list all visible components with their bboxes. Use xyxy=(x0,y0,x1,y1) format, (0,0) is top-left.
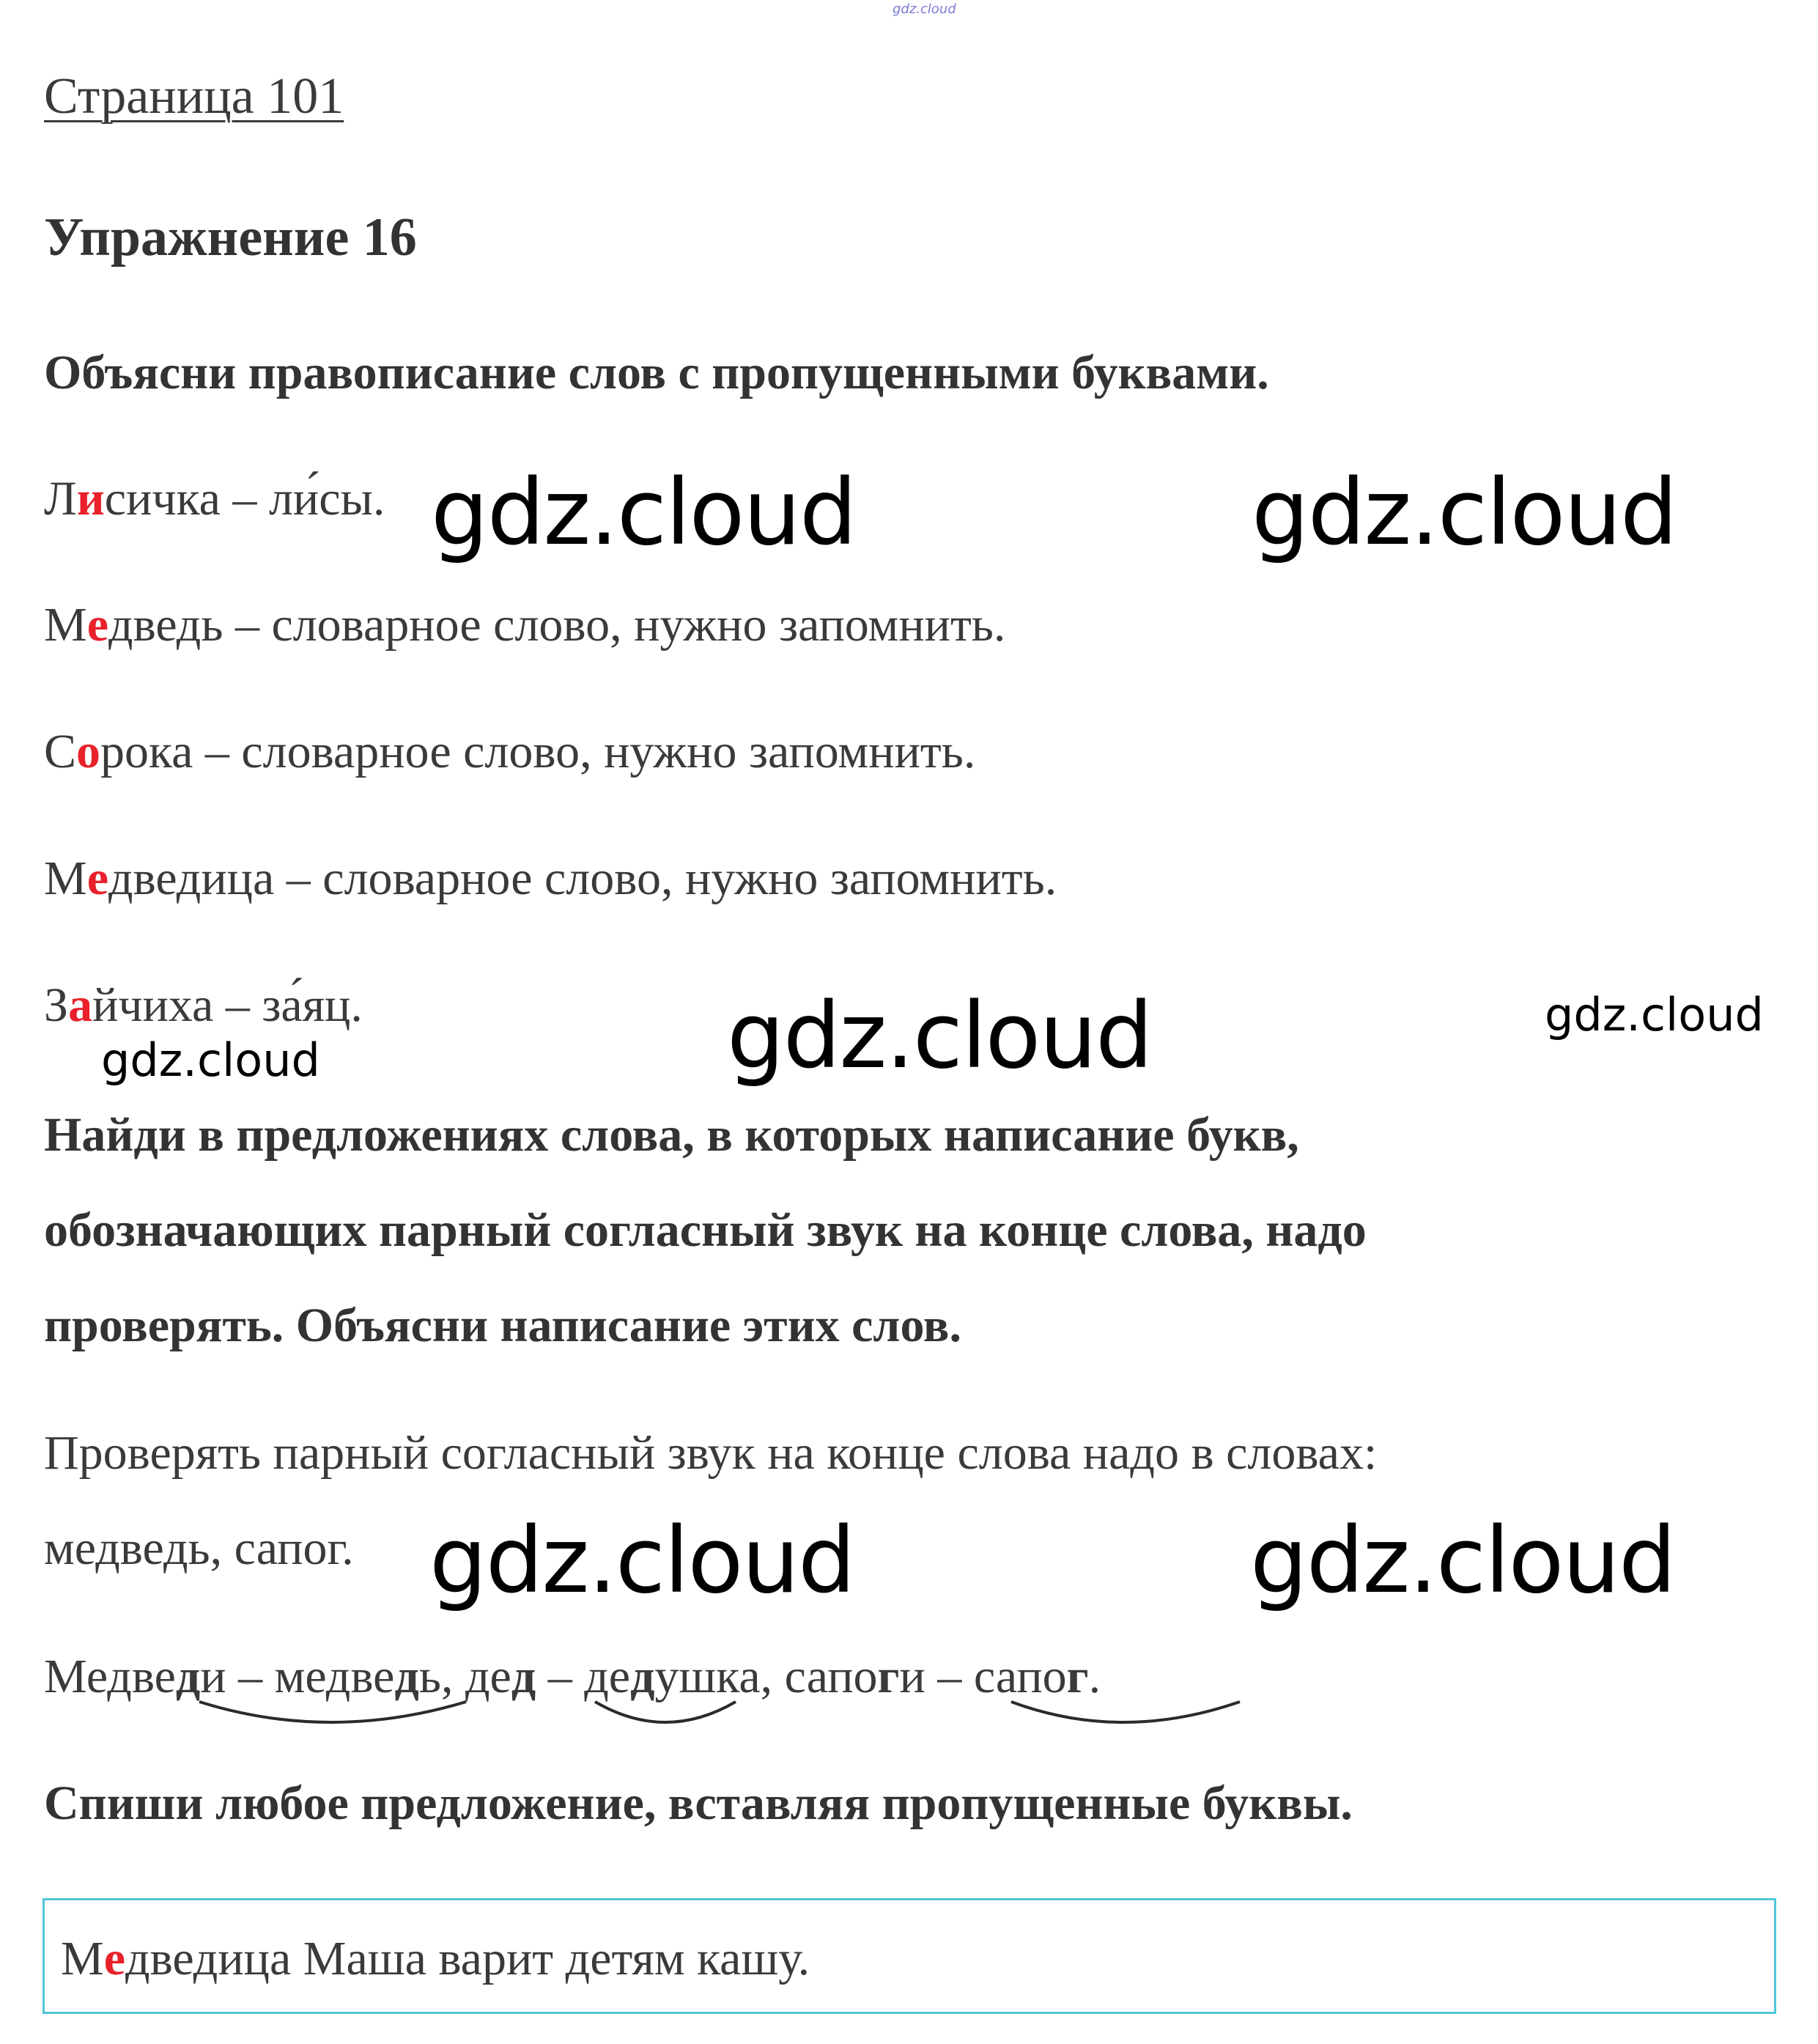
word-prefix: С xyxy=(44,725,77,778)
checked-letter: д xyxy=(630,1650,655,1703)
word-rest: дведь – словарное слово, нужно запомнить. xyxy=(108,598,1006,652)
word-rest: дведица Маша варит детям кашу. xyxy=(125,1932,810,1985)
word-prefix: М xyxy=(44,598,87,652)
checked-letter: д xyxy=(175,1650,201,1703)
check-arc-2 xyxy=(595,1702,736,1722)
word-prefix: Л xyxy=(44,472,77,525)
page-title: Страница 101 xyxy=(44,68,344,125)
inserted-letter: о xyxy=(76,725,101,778)
text-segment: Медве xyxy=(44,1650,176,1703)
watermark: gdz.cloud xyxy=(1250,1508,1675,1614)
text-segment: ь, де xyxy=(418,1650,511,1703)
checked-letter: д xyxy=(511,1650,536,1703)
exercise-title: Упражнение 16 xyxy=(44,207,417,268)
word-rest: рока – словарное слово, нужно запомнить. xyxy=(100,725,976,778)
text-segment: – де xyxy=(536,1650,631,1703)
watermark: gdz.cloud xyxy=(429,1508,854,1614)
word-rest: сичка – ли́сы. xyxy=(104,472,385,525)
inserted-letter: и xyxy=(76,472,105,525)
watermark: gdz.cloud xyxy=(727,984,1152,1089)
word-rest: йчиха – за́яц. xyxy=(92,978,363,1032)
inserted-letter: е xyxy=(103,1932,125,1985)
word-rest: дведица – словарное слово, нужно запомнить. xyxy=(108,852,1057,905)
word-prefix: М xyxy=(44,852,87,905)
word-prefix: М xyxy=(61,1932,104,1985)
check-arc-3 xyxy=(1011,1702,1240,1722)
checked-letter: г xyxy=(1066,1650,1089,1703)
task-2-heading-line-2: обозначающих парный согласный звук на конце слова, надо xyxy=(44,1203,1367,1257)
watermark: gdz.cloud xyxy=(431,460,856,566)
watermark: gdz.cloud xyxy=(1252,460,1677,566)
answer-2-line-1: Проверять парный согласный звук на конце слова надо в словах: xyxy=(44,1426,1378,1480)
text-segment: и – сапо xyxy=(899,1650,1067,1703)
task-1-heading: Объясни правописание слов с пропущенными буквами. xyxy=(44,346,1269,399)
task-2-heading-line-3: проверять. Объясни написание этих слов. xyxy=(44,1299,961,1352)
inserted-letter: е xyxy=(86,852,108,905)
watermark: gdz.cloud xyxy=(101,1033,320,1087)
checked-letter: г xyxy=(877,1650,900,1703)
text-segment: ушка, сапо xyxy=(654,1650,878,1703)
answer-box xyxy=(43,1898,1776,2014)
top-watermark: gdz.cloud xyxy=(893,1,956,17)
watermark: gdz.cloud xyxy=(1545,988,1764,1041)
answer-2-line-2: медведь, сапог. xyxy=(44,1521,354,1575)
task-3-heading: Спиши любое предложение, вставляя пропущенные буквы. xyxy=(44,1776,1353,1830)
inserted-letter: а xyxy=(68,978,93,1032)
check-arc-1 xyxy=(199,1702,466,1722)
word-prefix: З xyxy=(44,978,69,1032)
checked-letter: д xyxy=(394,1650,419,1703)
text-segment: . xyxy=(1088,1650,1101,1703)
task-2-heading-line-1: Найди в предложениях слова, в которых написание букв, xyxy=(44,1108,1299,1162)
inserted-letter: е xyxy=(86,598,108,652)
answer-sentence xyxy=(61,1931,810,1987)
text-segment: и – медве xyxy=(200,1650,395,1703)
